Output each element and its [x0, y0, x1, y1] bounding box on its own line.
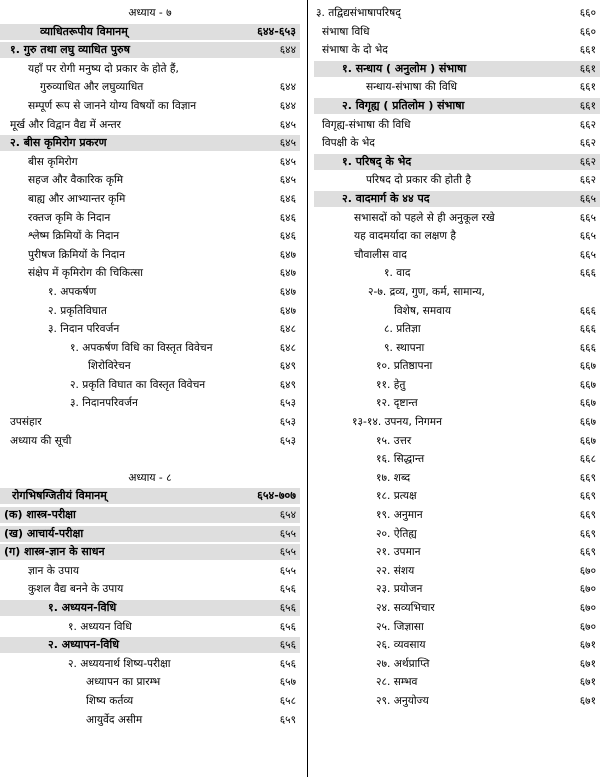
entry-text: २३. प्रयोजन: [376, 583, 423, 596]
entry-text: ३. निदान परिवर्जन: [48, 323, 120, 336]
entry-text: चौवालीस वाद: [354, 248, 407, 261]
entry-text: (क) शास्त्र-परीक्षा: [4, 508, 76, 522]
toc-entry: [0, 264, 300, 283]
page-number: ६७१: [579, 639, 596, 652]
entry-text: २. प्रकृतिविघात: [48, 304, 107, 317]
toc-entry: [314, 171, 600, 190]
entry-text: २-७. द्रव्य, गुण, कर्म, सामान्य,: [368, 285, 485, 298]
toc-entry: [0, 394, 300, 413]
toc-entry: [314, 134, 600, 153]
toc-entry: [0, 4, 300, 23]
page-number: ६५६: [279, 602, 296, 614]
page-number: ६४७: [279, 285, 296, 298]
entry-text: २६. व्यवसाय: [376, 639, 426, 652]
entry-text: बाह्य और आभ्यान्तर कृमि: [28, 192, 126, 205]
entry-text: व्याधितरूपीय विमानम्: [40, 24, 128, 38]
page-number: ६४४: [279, 81, 296, 94]
page-number: ६५५: [279, 527, 296, 540]
entry-text: १. अध्ययन-विधि: [48, 601, 117, 614]
page-number: ६६५: [579, 211, 596, 224]
entry-text: १. सन्धाय ( अनुलोम ) संभाषा: [342, 61, 467, 75]
page-number: ६५७: [279, 676, 296, 689]
entry-text: बीस कृमिरोग: [28, 155, 78, 168]
entry-text: गुरुव्याधित और लघुव्याधित: [40, 81, 144, 94]
toc-entry: [0, 543, 300, 562]
toc-entry: [314, 264, 600, 283]
entry-text: आयुर्वेद असीम: [86, 713, 143, 726]
toc-entry: [0, 376, 300, 395]
toc-entry: [0, 339, 300, 358]
page-number: ६६५: [579, 248, 596, 261]
entry-text: सम्पूर्ण रूप से जानने योग्य विषयों का विज्ञान: [28, 99, 197, 112]
toc-entry: [314, 339, 600, 358]
entry-text: (ख) आचार्य-परीक्षा: [4, 526, 84, 540]
page-number: ६६५: [579, 192, 596, 205]
toc-entry: [314, 543, 600, 562]
page-number: ६५३: [279, 397, 296, 410]
page-number: ६६९: [579, 509, 596, 522]
page-number: ६६२: [579, 118, 596, 131]
page-number: ६६६: [579, 341, 596, 354]
page-number: ६५४: [279, 509, 296, 522]
page-number: ६६९: [579, 490, 596, 503]
entry-text: १३-१४. उपनय, निगमन: [352, 416, 442, 429]
toc-entry: [0, 655, 300, 674]
page-number: ६५८: [279, 694, 296, 707]
page-number: ६६१: [579, 44, 596, 57]
toc-entry: [0, 636, 300, 655]
toc-entry: [0, 41, 300, 60]
entry-text: ८. प्रतिज्ञा: [384, 323, 421, 336]
page-number: ६४५: [279, 118, 296, 131]
page-number: ६६७: [579, 378, 596, 391]
page-number: ६५३: [279, 416, 296, 429]
entry-text: २१. उपमान: [376, 546, 421, 559]
left-column: [0, 4, 300, 729]
page-number: ६५४-७०७: [257, 489, 296, 503]
toc-entry: [314, 153, 600, 172]
page-number: ६६२: [579, 174, 596, 187]
entry-text: श्लेष्म क्रिमियों के निदान: [28, 230, 120, 243]
page-number: ६४७: [279, 248, 296, 261]
entry-text: अध्यापन का प्रारम्भ: [86, 676, 161, 689]
page-number: ६६९: [579, 471, 596, 484]
entry-text: २. विगृह्य ( प्रतिलोम ) संभाषा: [342, 98, 465, 112]
toc-entry: [314, 469, 600, 488]
toc-entry: [314, 636, 600, 655]
entry-text: १. गुरु तथा लघु व्याधित पुरुष: [10, 43, 130, 57]
entry-text: २२. संशय: [376, 564, 415, 577]
entry-text: उपसंहार: [10, 416, 42, 429]
page-number: ६६७: [579, 360, 596, 373]
toc-entry: [0, 599, 300, 618]
page-number: ६४५: [279, 155, 296, 168]
toc-entry: [0, 432, 300, 451]
page-number: ६७०: [579, 602, 596, 614]
toc-entry: [314, 302, 600, 321]
entry-text: सभासदों को पहले से ही अनुकूल रखे: [354, 211, 495, 224]
toc-entry: [0, 302, 300, 321]
toc-entry: [0, 171, 300, 190]
page-number: ६७१: [579, 676, 596, 689]
toc-entry: [314, 357, 600, 376]
page-number: ६६७: [579, 434, 596, 447]
toc-entry: [314, 450, 600, 469]
page-number: ६७०: [579, 583, 596, 596]
page-number: ६४६: [279, 192, 296, 205]
entry-text: कुशल वैद्य बनने के उपाय: [28, 583, 124, 596]
toc-entry: [0, 450, 300, 469]
page-number: ६६२: [579, 155, 596, 168]
toc-entry: [314, 4, 600, 23]
toc-entry: [0, 413, 300, 432]
entry-text: ३. निदानपरिवर्जन: [70, 397, 138, 410]
toc-entry: [314, 673, 600, 692]
page-number: ६६२: [579, 137, 596, 150]
entry-text: अध्याय की सूची: [10, 434, 72, 447]
entry-text: संभाषा विधि: [322, 25, 370, 38]
toc-entry: [0, 23, 300, 42]
entry-text: १२. दृष्टान्त: [376, 397, 418, 410]
entry-text: ११. हेतु: [376, 378, 406, 391]
entry-text: संक्षेप में कृमिरोग की चिकित्सा: [28, 267, 143, 280]
entry-text: पुरीषज क्रिमियों के निदान: [28, 248, 126, 261]
entry-text: २९. अनुयोज्य: [376, 694, 429, 707]
entry-text: यहाँ पर रोगी मनुष्य दो प्रकार के होते हैं,: [28, 62, 179, 75]
page-number: ६४६: [279, 230, 296, 243]
toc-entry: [0, 357, 300, 376]
toc-entry: [0, 618, 300, 637]
entry-text: यह वादमर्यादा का लक्षण है: [354, 230, 457, 243]
page-number: ६४४: [279, 44, 296, 57]
page-number: ६६५: [579, 230, 596, 243]
toc-entry: [314, 525, 600, 544]
toc-entry: [314, 283, 600, 302]
page-number: ६५६: [279, 583, 296, 596]
toc-entry: [0, 78, 300, 97]
entry-text: संभाषा के दो भेद: [322, 44, 388, 57]
entry-text: रोगभिषग्जितीयं विमानम्: [12, 489, 107, 503]
entry-text: ९. स्थापना: [384, 341, 425, 354]
entry-text: ज्ञान के उपाय: [28, 564, 79, 577]
toc-entry: [314, 580, 600, 599]
entry-text: १८. प्रत्यक्ष: [376, 490, 417, 503]
entry-text: १५. उत्तर: [376, 434, 412, 447]
entry-text: परिषद दो प्रकार की होती है: [366, 174, 471, 187]
entry-text: शिरोविरेचन: [88, 360, 131, 373]
entry-text: १. परिषद् के भेद: [342, 154, 412, 168]
page-number: ६७१: [579, 694, 596, 707]
toc-entry: [314, 562, 600, 581]
entry-text: २४. सव्यभिचार: [376, 602, 435, 614]
toc-entry: [0, 506, 300, 525]
page-number: ६६९: [579, 546, 596, 559]
page-number: ६४५: [279, 137, 296, 150]
toc-entry: [314, 376, 600, 395]
entry-text: अध्याय - ८: [128, 471, 172, 484]
page-number: ६४७: [279, 304, 296, 317]
entry-text: १०. प्रतिष्ठापना: [376, 360, 433, 373]
entry-text: २८. सम्भव: [376, 676, 418, 689]
toc-entry: [0, 580, 300, 599]
entry-text: २. वादमार्ग के ४४ पद: [342, 191, 430, 205]
page-number: ६४५: [279, 174, 296, 187]
entry-text: मूर्ख और विद्वान वैद्य में अन्तर: [10, 118, 121, 131]
page-number: ६४४-६५३: [257, 24, 296, 38]
toc-entry: [0, 116, 300, 135]
toc-entry: [314, 97, 600, 116]
entry-text: १७. शब्द: [376, 471, 411, 484]
entry-text: सन्धाय-संभाषा की विधि: [366, 81, 458, 94]
toc-entry: [314, 599, 600, 618]
entry-text: विपक्षी के भेद: [322, 137, 375, 150]
entry-text: २५. जिज्ञासा: [376, 620, 424, 633]
page-number: ६४७: [279, 267, 296, 280]
page-number: ६६०: [579, 7, 596, 19]
entry-text: १६. सिद्धान्त: [376, 453, 425, 466]
entry-text: ३. तद्विद्यसंभाषापरिषद्: [316, 7, 401, 19]
entry-text: सहज और वैकारिक कृमि: [28, 174, 124, 187]
toc-entry: [314, 78, 600, 97]
entry-text: २०. ऐतिह्य: [376, 527, 417, 540]
entry-text: १. अपकर्षण विधि का विस्तृत विवेचन: [70, 341, 213, 354]
page-number: ६६१: [579, 81, 596, 94]
toc-entry: [314, 116, 600, 135]
entry-text: शिष्य कर्तव्य: [86, 694, 134, 707]
toc-entry: [0, 227, 300, 246]
toc-entry: [314, 618, 600, 637]
entry-text: १९. अनुमान: [376, 509, 423, 522]
page-number: ६७१: [579, 657, 596, 670]
page-number: ६६७: [579, 416, 596, 429]
toc-entry: [314, 41, 600, 60]
entry-text: अध्याय - ७: [128, 7, 172, 19]
toc-entry: [0, 209, 300, 228]
right-column: [314, 4, 600, 711]
entry-text: २. बीस कृमिरोग प्रकरण: [10, 136, 107, 150]
toc-entry: [0, 673, 300, 692]
page-number: ६४९: [279, 360, 296, 373]
page-number: ६६९: [579, 527, 596, 540]
entry-text: विशेष, समवाय: [394, 304, 451, 317]
toc-entry: [0, 134, 300, 153]
toc-entry: [0, 692, 300, 711]
page-number: ६४९: [279, 378, 296, 391]
toc-entry: [0, 246, 300, 265]
page-number: ६५९: [279, 713, 296, 726]
page-number: ६६६: [579, 267, 596, 280]
entry-text: रक्तज कृमि के निदान: [28, 211, 111, 224]
toc-entry: [314, 246, 600, 265]
toc-entry: [0, 562, 300, 581]
toc-entry: [0, 60, 300, 79]
toc-entry: [314, 506, 600, 525]
entry-text: (ग) शास्त्र-ज्ञान के साधन: [4, 545, 105, 559]
toc-entry: [314, 320, 600, 339]
toc-entry: [314, 23, 600, 42]
toc-entry: [0, 283, 300, 302]
page-number: ६६८: [579, 453, 596, 466]
toc-entry: [0, 711, 300, 730]
toc-entry: [314, 413, 600, 432]
toc-entry: [0, 190, 300, 209]
entry-text: २. अध्ययनार्थ शिष्य-परीक्षा: [68, 657, 171, 670]
page-number: ६४४: [279, 99, 296, 112]
toc-entry: [314, 655, 600, 674]
toc-entry: [0, 97, 300, 116]
entry-text: २. अध्यापन-विधि: [48, 638, 119, 652]
page-number: ६६६: [579, 323, 596, 336]
entry-text: २७. अर्थप्राप्ति: [376, 657, 430, 670]
page-number: ६५६: [279, 639, 296, 652]
toc-entry: [314, 209, 600, 228]
page-number: ६६१: [579, 62, 596, 75]
toc-entry: [0, 525, 300, 544]
page-number: ६४८: [279, 323, 296, 336]
toc-entry: [314, 487, 600, 506]
page-number: ६६१: [579, 99, 596, 112]
toc-entry: [0, 469, 300, 488]
page-number: ६५६: [279, 657, 296, 670]
page-number: ६५६: [279, 620, 296, 633]
page-number: ६४६: [279, 211, 296, 224]
page-number: ६६६: [579, 304, 596, 317]
page-number: ६७०: [579, 620, 596, 633]
toc-entry: [314, 60, 600, 79]
toc-entry: [0, 320, 300, 339]
page-number: ६६०: [579, 25, 596, 38]
entry-text: २. प्रकृति विघात का विस्तृत विवेचन: [70, 378, 206, 391]
toc-entry: [314, 190, 600, 209]
toc-entry: [314, 692, 600, 711]
toc-entry: [314, 227, 600, 246]
entry-text: १. वाद: [384, 267, 411, 280]
toc-entry: [0, 487, 300, 506]
page-number: ६५३: [279, 434, 296, 447]
toc-entry: [314, 432, 600, 451]
page-number: ६६७: [579, 397, 596, 410]
entry-text: विगृह्य-संभाषा की विधि: [322, 118, 411, 131]
entry-text: १. अपकर्षण: [48, 285, 97, 298]
toc-entry: [314, 394, 600, 413]
page-number: ६७०: [579, 564, 596, 577]
entry-text: १. अध्ययन विधि: [68, 620, 132, 633]
column-divider: [307, 0, 308, 777]
page-number: ६५५: [279, 546, 296, 559]
page-number: ६४८: [279, 341, 296, 354]
toc-entry: [0, 153, 300, 172]
page-number: ६५५: [279, 564, 296, 577]
